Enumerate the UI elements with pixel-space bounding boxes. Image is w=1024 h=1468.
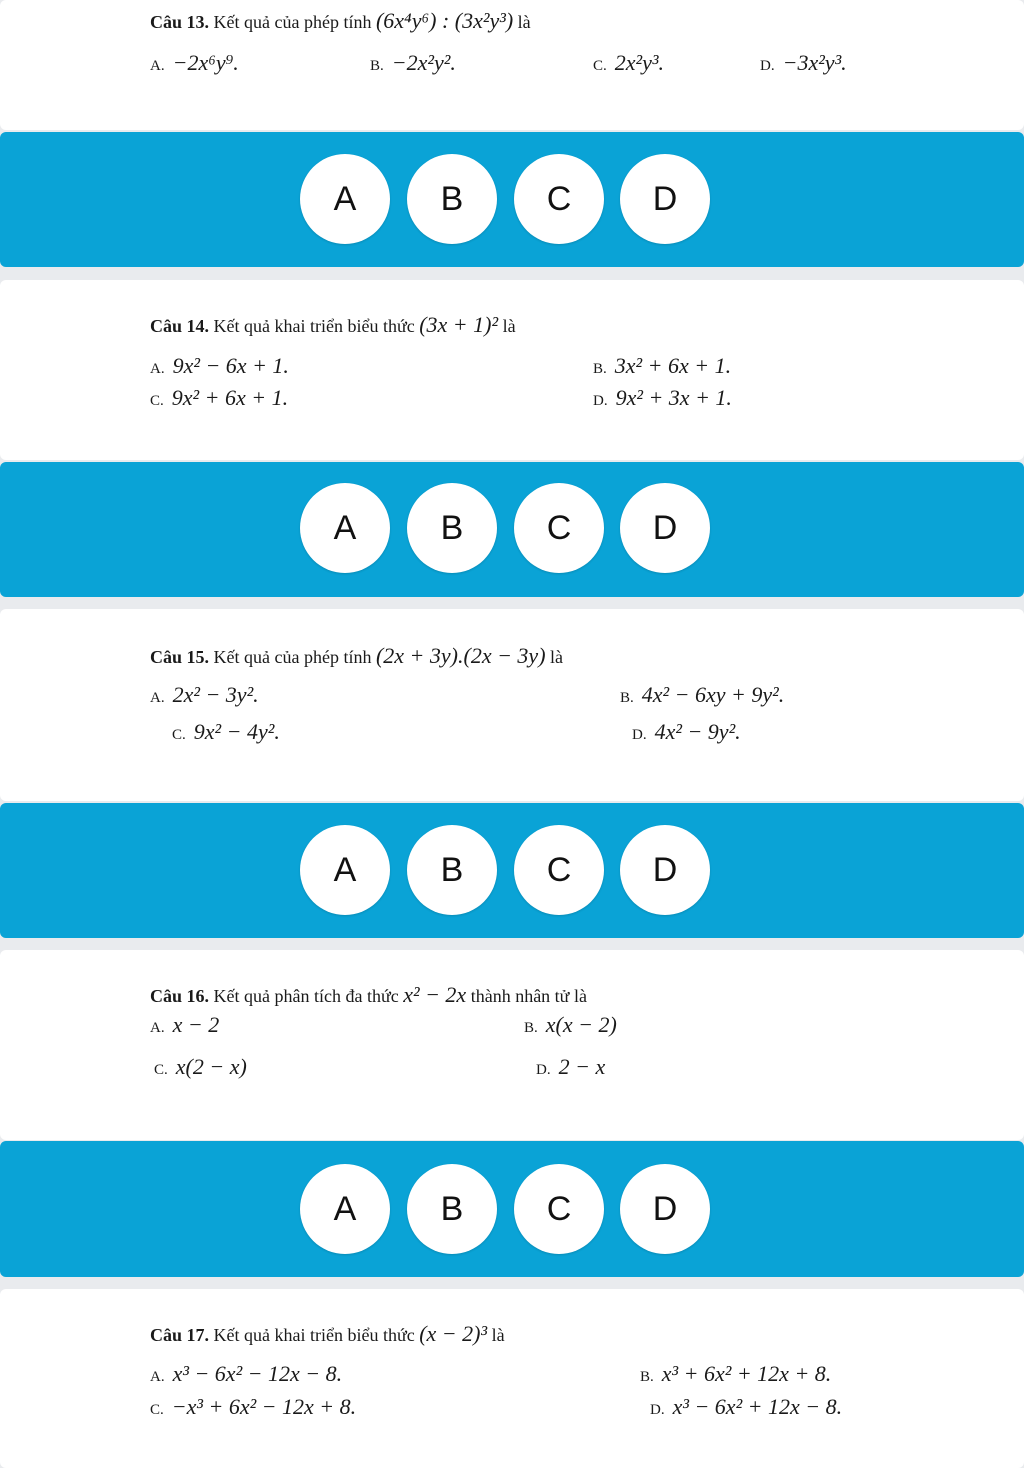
question-number: Câu 15.	[150, 647, 210, 667]
option-a: A. 9x² − 6x + 1.	[150, 353, 289, 378]
question-prompt: Kết quả của phép tính	[213, 12, 372, 32]
answer-band-16	[0, 1141, 1024, 1277]
question-card-17	[0, 1289, 1024, 1468]
answer-button-d[interactable]: D	[620, 483, 710, 573]
answer-button-c[interactable]: C	[514, 154, 604, 244]
option-d: D. 2 − x	[536, 1054, 606, 1079]
answer-button-c[interactable]: C	[514, 483, 604, 573]
question-expression: (2x + 3y).(2x − 3y)	[375, 643, 546, 668]
option-d: D. 9x² + 3x + 1.	[593, 385, 732, 410]
question-title	[150, 312, 516, 338]
question-suffix: là	[502, 316, 516, 336]
question-suffix: là	[517, 12, 531, 32]
question-prompt: Kết quả khai triển biểu thức	[213, 316, 415, 336]
option-a: A. x − 2	[150, 1012, 220, 1037]
question-expression: (3x + 1)²	[419, 312, 499, 337]
answer-button-c[interactable]: C	[514, 825, 604, 915]
question-suffix: thành nhân tử là	[470, 986, 587, 1006]
question-prompt: Kết quả phân tích đa thức	[213, 986, 399, 1006]
option-a: A. x³ − 6x² − 12x − 8.	[150, 1361, 343, 1386]
question-expression: x² − 2x	[403, 982, 467, 1007]
option-c: C. 2x²y³.	[593, 50, 664, 75]
question-title	[150, 8, 531, 34]
question-suffix: là	[491, 1325, 505, 1345]
answer-button-a[interactable]: A	[300, 825, 390, 915]
question-card-16	[0, 950, 1024, 1140]
answer-button-a[interactable]: A	[300, 483, 390, 573]
option-d: D. −3x²y³.	[760, 50, 847, 75]
option-c: C. x(2 − x)	[154, 1054, 247, 1079]
question-title	[150, 643, 563, 669]
question-title	[150, 1321, 505, 1347]
answer-button-b[interactable]: B	[407, 1164, 497, 1254]
option-b: B. x³ + 6x² + 12x + 8.	[640, 1361, 832, 1386]
option-c: C. −x³ + 6x² − 12x + 8.	[150, 1394, 357, 1419]
answer-band-15	[0, 803, 1024, 938]
option-d: D. 4x² − 9y².	[632, 719, 741, 744]
answer-button-a[interactable]: A	[300, 1164, 390, 1254]
option-d: D. x³ − 6x² + 12x − 8.	[650, 1394, 843, 1419]
answer-button-d[interactable]: D	[620, 825, 710, 915]
answer-button-b[interactable]: B	[407, 483, 497, 573]
question-expression: (6x⁴y⁶) : (3x²y³)	[375, 8, 514, 33]
option-b: B. x(x − 2)	[524, 1012, 617, 1037]
question-card-13	[0, 0, 1024, 130]
question-card-14	[0, 280, 1024, 460]
option-b: B. −2x²y².	[370, 50, 456, 75]
question-suffix: là	[550, 647, 564, 667]
answer-button-b[interactable]: B	[407, 154, 497, 244]
question-number: Câu 16.	[150, 986, 210, 1006]
option-c: C. 9x² − 4y².	[172, 719, 280, 744]
answer-button-c[interactable]: C	[514, 1164, 604, 1254]
question-number: Câu 17.	[150, 1325, 210, 1345]
answer-button-b[interactable]: B	[407, 825, 497, 915]
question-title	[150, 982, 587, 1008]
option-c: C. 9x² + 6x + 1.	[150, 385, 289, 410]
option-a: A. 2x² − 3y².	[150, 682, 259, 707]
question-number: Câu 13.	[150, 12, 210, 32]
answer-button-d[interactable]: D	[620, 1164, 710, 1254]
option-b: B. 4x² − 6xy + 9y².	[620, 682, 785, 707]
option-b: B. 3x² + 6x + 1.	[593, 353, 732, 378]
question-prompt: Kết quả của phép tính	[213, 647, 372, 667]
question-expression: (x − 2)³	[419, 1321, 488, 1346]
answer-band-13	[0, 132, 1024, 267]
answer-button-a[interactable]: A	[300, 154, 390, 244]
question-number: Câu 14.	[150, 316, 210, 336]
question-prompt: Kết quả khai triển biểu thức	[213, 1325, 415, 1345]
answer-band-14	[0, 462, 1024, 597]
answer-button-d[interactable]: D	[620, 154, 710, 244]
option-a: A. −2x⁶y⁹.	[150, 50, 239, 75]
question-card-15	[0, 609, 1024, 801]
